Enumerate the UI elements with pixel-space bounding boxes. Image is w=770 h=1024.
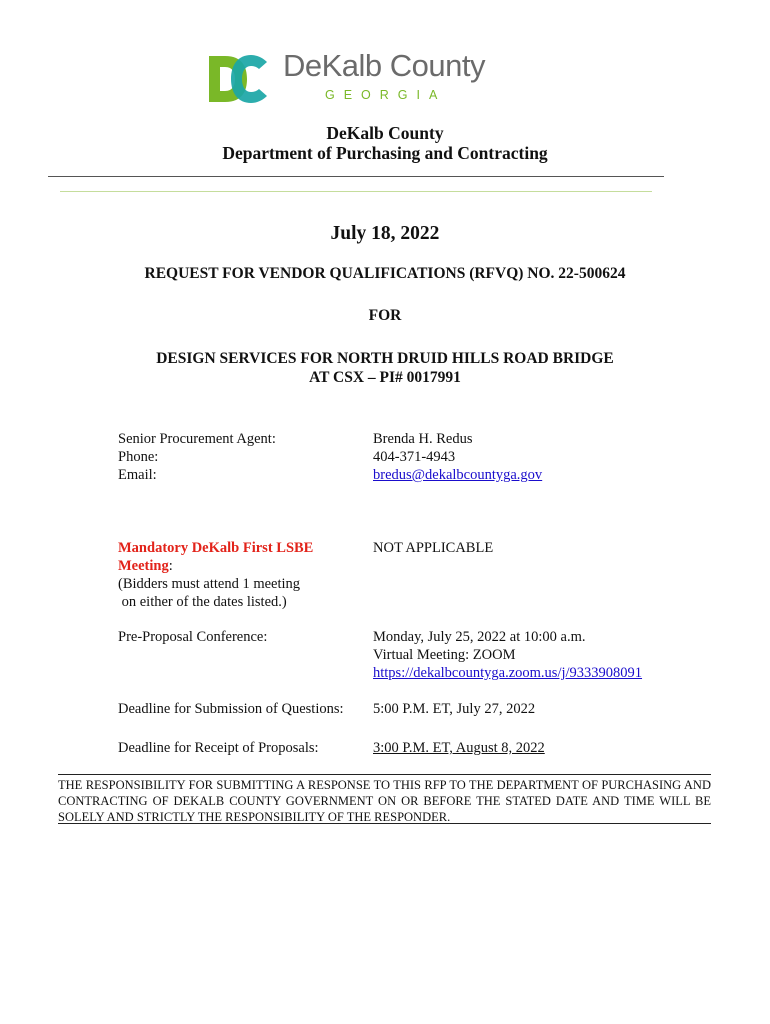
for-word: FOR [368, 307, 402, 324]
header-divider [48, 176, 664, 177]
preproposal-virtual: Virtual Meeting: ZOOM [373, 647, 516, 663]
agent-name: Brenda H. Redus [373, 431, 473, 447]
agent-label: Senior Procurement Agent: [118, 431, 276, 447]
phone-label: Phone: [118, 449, 159, 465]
notice-top-rule [58, 774, 711, 775]
meeting-label-line2: Meeting [118, 558, 169, 574]
rfvq-title: REQUEST FOR VENDOR QUALIFICATIONS (RFVQ) NO. 22-500624 [144, 265, 626, 282]
notice-bottom-rule [58, 823, 711, 824]
meeting-note-line1: (Bidders must attend 1 meeting [118, 576, 301, 592]
project-title [0, 349, 770, 387]
proposals-deadline-label: Deadline for Receipt of Proposals: [118, 740, 319, 756]
logo-county-name: DeKalb County [283, 48, 486, 83]
dekalb-county-logo [207, 50, 497, 108]
document-date: July 18, 2022 [330, 223, 440, 244]
project-title-line2: AT CSX – PI# 0017991 [309, 369, 461, 386]
contact-labels [118, 430, 276, 484]
questions-deadline-value: 5:00 P.M. ET, July 27, 2022 [373, 701, 536, 717]
proposals-deadline-value: 3:00 P.M. ET, August 8, 2022 [373, 740, 545, 756]
dc-logo-mark-icon [207, 52, 269, 106]
questions-deadline-label: Deadline for Submission of Questions: [118, 701, 344, 717]
phone-number: 404-371-4943 [373, 449, 456, 465]
email-label: Email: [118, 467, 157, 483]
meeting-label-block [118, 539, 313, 611]
preproposal-datetime: Monday, July 25, 2022 at 10:00 a.m. [373, 629, 586, 645]
zoom-link[interactable]: https://dekalbcountyga.zoom.us/j/9333908091 [373, 665, 643, 681]
preproposal-values [373, 628, 642, 682]
header-department: Department of Purchasing and Contracting [222, 143, 548, 163]
meeting-label-colon: : [168, 558, 173, 574]
contact-values [373, 430, 542, 484]
email-link[interactable]: bredus@dekalbcountyga.gov [373, 467, 543, 483]
project-title-line1: DESIGN SERVICES FOR NORTH DRUID HILLS ROAD BRIDGE [156, 350, 614, 367]
meeting-note-line2: on either of the dates listed.) [118, 594, 287, 610]
meeting-label-line1: Mandatory DeKalb First LSBE [118, 540, 314, 556]
header-county: DeKalb County [326, 123, 444, 143]
preproposal-label: Pre-Proposal Conference: [118, 629, 268, 645]
meeting-value: NOT APPLICABLE [373, 540, 494, 556]
responsibility-notice: THE RESPONSIBILITY FOR SUBMITTING A RESPONSE TO THIS RFP TO THE DEPARTMENT OF PURCHASING AND CONTRACTING OF DEKALB COUNTY GOVERNMENT ON OR BEFORE THE STATED DATE AND TIME WILL BE SOLELY AND STRICTLY THE RESPONSIBILITY OF THE RESPONDER. [58, 778, 711, 824]
logo-state-name: GEORGIA [325, 88, 447, 102]
header-accent-divider [60, 191, 652, 192]
